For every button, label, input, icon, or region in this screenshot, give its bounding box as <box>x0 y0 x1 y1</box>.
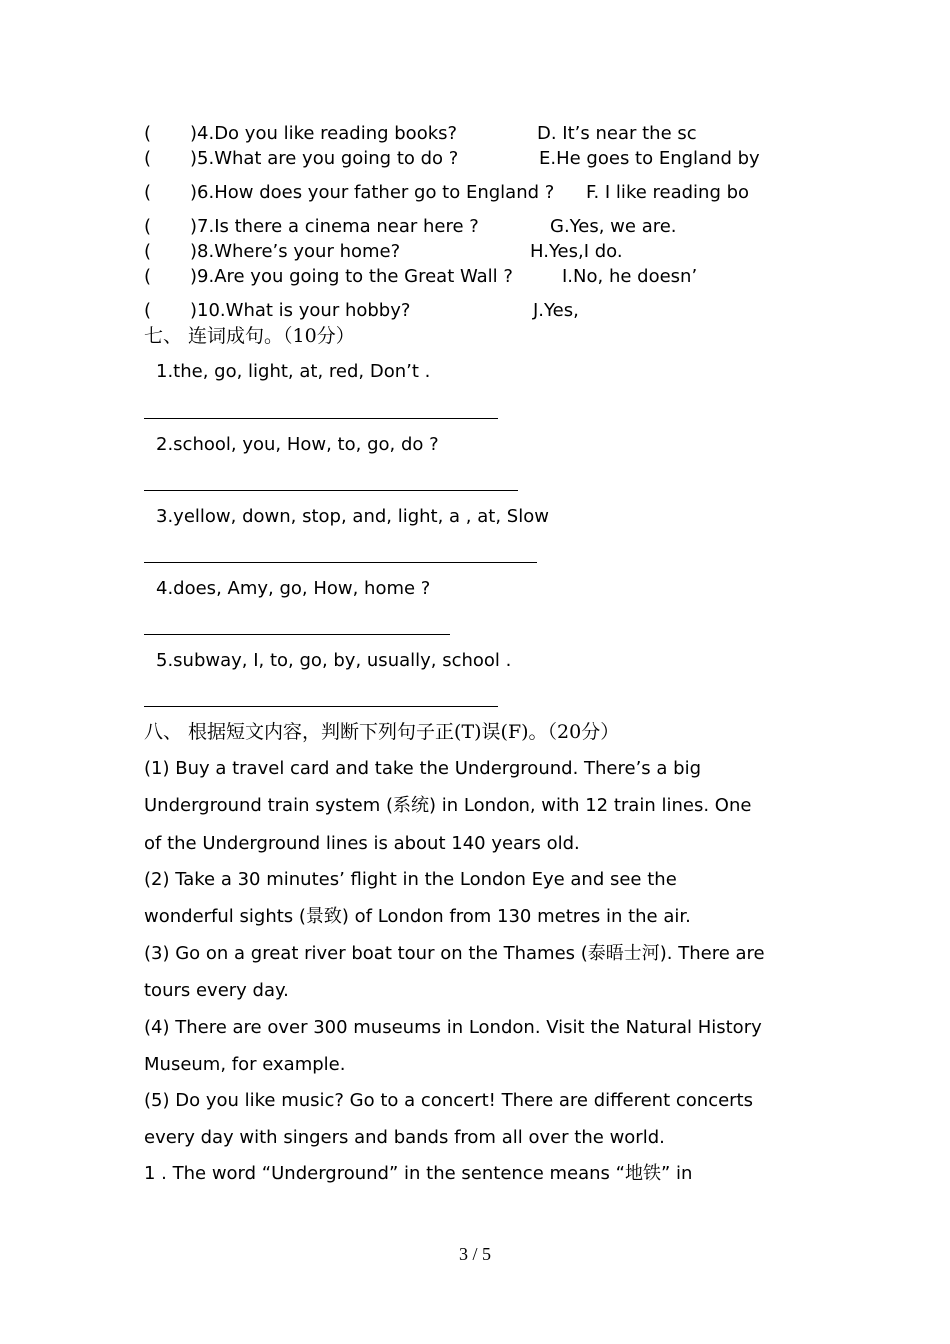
passage-line-6: (3) Go on a great river boat tour on the Thames (泰晤士河). There are <box>144 943 765 964</box>
passage-line-1: (1) Buy a travel card and take the Underground. There’s a big <box>144 758 701 779</box>
section7-item-4: 4.does, Amy, go, How, home ? <box>156 578 431 599</box>
section7-item-3: 3.yellow, down, stop, and, light, a , at, Slow <box>156 506 549 527</box>
passage-line-5: wonderful sights (景致) of London from 130 metres in the air. <box>144 906 691 927</box>
passage-line-4: (2) Take a 30 minutes’ flight in the London Eye and see the <box>144 869 677 890</box>
answer-line-4 <box>144 634 450 635</box>
matching-answer-j: J.Yes, <box>533 300 579 321</box>
matching-paren-10: ( <box>144 300 152 321</box>
answer-line-2 <box>144 490 518 491</box>
matching-paren-8: ( <box>144 241 152 262</box>
passage-line-10: (5) Do you like music? Go to a concert! There are different concerts <box>144 1090 753 1111</box>
section7-heading: 七、 连词成句。（10分） <box>144 325 355 347</box>
passage-line-3: of the Underground lines is about 140 years old. <box>144 833 580 854</box>
section7-item-1: 1.the, go, light, at, red, Don’t . <box>156 361 431 382</box>
matching-question-10: )10.What is your hobby? <box>190 300 411 321</box>
matching-paren-7: ( <box>144 216 152 237</box>
matching-answer-h: H.Yes,I do. <box>530 241 623 262</box>
passage-line-2: Underground train system (系统) in London, with 12 train lines. One <box>144 795 752 816</box>
matching-question-7: )7.Is there a cinema near here ? <box>190 216 479 237</box>
passage-line-11: every day with singers and bands from all over the world. <box>144 1127 665 1148</box>
matching-answer-i: I.No, he doesn’ <box>562 266 698 287</box>
answer-line-5 <box>144 706 498 707</box>
matching-answer-f: F. I like reading bo <box>586 182 750 203</box>
matching-question-4: )4.Do you like reading books? <box>190 123 458 144</box>
matching-paren-9: ( <box>144 266 152 287</box>
matching-question-8: )8.Where’s your home? <box>190 241 401 262</box>
passage-line-9: Museum, for example. <box>144 1054 346 1075</box>
answer-line-1 <box>144 418 498 419</box>
matching-question-6: )6.How does your father go to England ? <box>190 182 555 203</box>
question-1: 1 . The word “Underground” in the sentence means “地铁” in <box>144 1163 693 1184</box>
section8-heading: 八、 根据短文内容，判断下列句子正(T)误(F)。（20分） <box>144 721 620 743</box>
passage-line-7: tours every day. <box>144 980 289 1001</box>
matching-paren-6: ( <box>144 182 152 203</box>
matching-paren-4: ( <box>144 123 152 144</box>
section7-item-5: 5.subway, I, to, go, by, usually, school . <box>156 650 512 671</box>
matching-question-9: )9.Are you going to the Great Wall ? <box>190 266 513 287</box>
matching-answer-e: E.He goes to England by <box>539 148 760 169</box>
matching-question-5: )5.What are you going to do ? <box>190 148 459 169</box>
matching-paren-5: ( <box>144 148 152 169</box>
answer-line-3 <box>144 562 537 563</box>
page-number: 3 / 5 <box>458 1244 491 1264</box>
matching-answer-d: D. It’s near the sc <box>537 123 697 144</box>
passage-line-8: (4) There are over 300 museums in London. Visit the Natural History <box>144 1017 762 1038</box>
matching-answer-g: G.Yes, we are. <box>550 216 677 237</box>
section7-item-2: 2.school, you, How, to, go, do ? <box>156 434 439 455</box>
